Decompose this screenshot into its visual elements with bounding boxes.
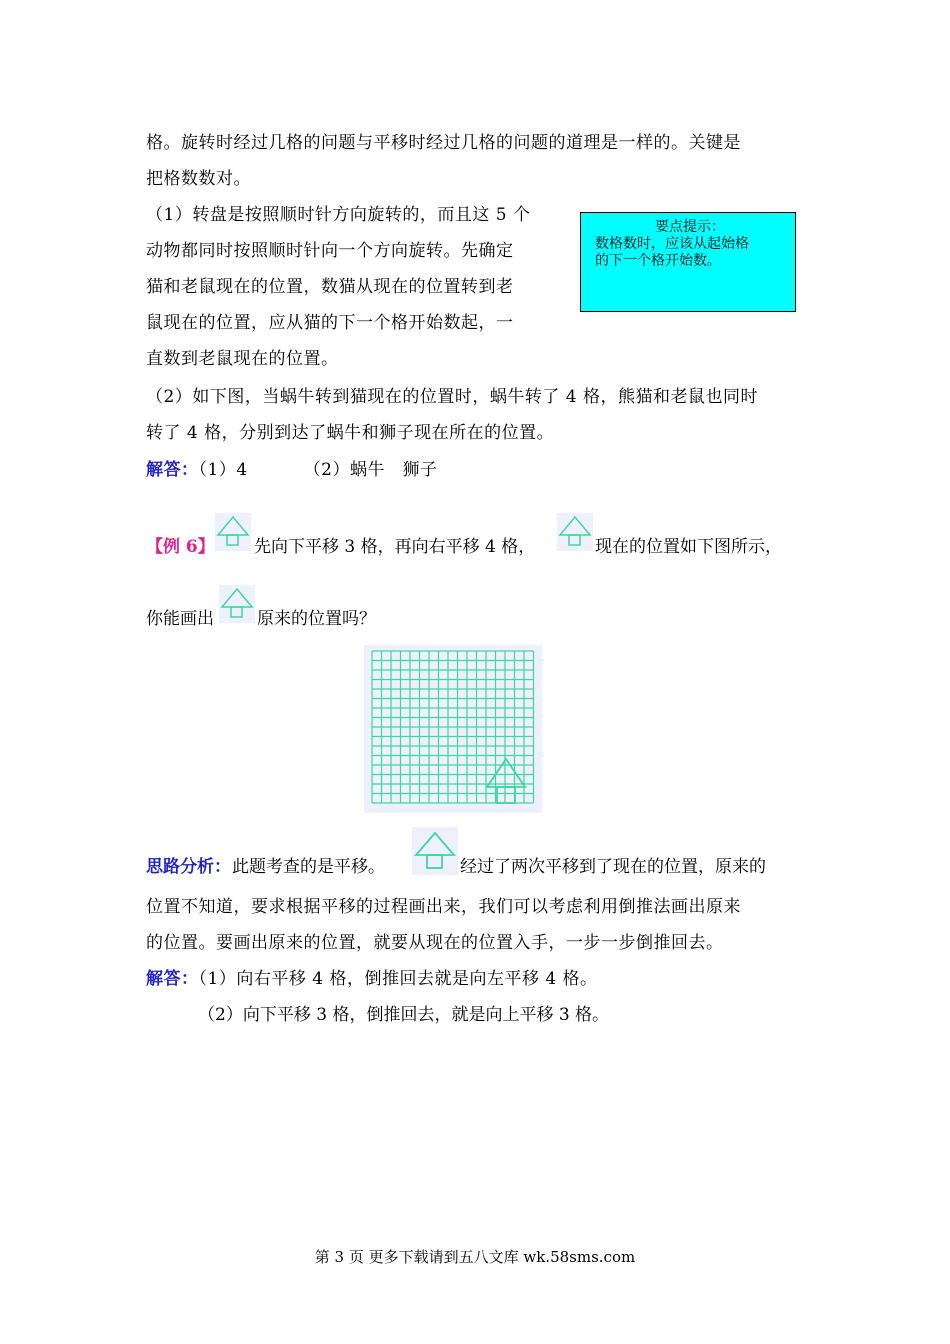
analysis-text: 经过了两次平移到了现在的位置，原来的 — [460, 857, 766, 877]
translation-grid-figure — [364, 645, 542, 813]
house-shape-icon — [412, 827, 458, 875]
example-6-text: 你能画出 — [146, 609, 214, 629]
answer-2 — [146, 964, 598, 989]
answer-1 — [146, 455, 437, 480]
page-footer: 第 3 页 更多下载请到五八文库 wk.58sms.com — [314, 1248, 636, 1266]
paragraph-line: 动物都同时按照顺时针向一个方向旋转。先确定 — [146, 241, 514, 261]
house-shape-icon — [215, 513, 251, 551]
paragraph-line: （1）转盘是按照顺时针方向旋转的，而且这 5 个 — [146, 205, 531, 225]
answer-line: （2）向下平移 3 格，倒推回去，就是向上平移 3 格。 — [198, 1005, 610, 1025]
analysis-line: 的位置。要画出原来的位置，就要从现在的位置入手，一步一步倒推回去。 — [146, 933, 724, 953]
grid-svg — [364, 645, 542, 813]
analysis-label: 思路分析： — [146, 857, 231, 877]
paragraph-line: 格。旋转时经过几格的问题与平移时经过几格的问题的道理是一样的。关键是 — [146, 133, 741, 153]
paragraph-line: 猫和老鼠现在的位置，数猫从现在的位置转到老 — [146, 277, 514, 297]
answer-part: （1）4 — [198, 460, 248, 480]
example-6-label: 【例 6】 — [146, 537, 215, 557]
key-point-tip-box — [580, 212, 796, 312]
paragraph-line: 直数到老鼠现在的位置。 — [146, 349, 339, 369]
answer-line: （1）向右平移 4 格，倒推回去就是向左平移 4 格。 — [198, 969, 598, 989]
analysis-text: 此题考查的是平移。 — [232, 857, 385, 877]
house-shape-icon — [219, 585, 255, 623]
example-6-text: 现在的位置如下图所示， — [595, 537, 782, 557]
example-6-text: 原来的位置吗？ — [257, 609, 376, 629]
answer-label: 解答： — [146, 460, 199, 480]
answer-part: （2）蜗牛 狮子 — [303, 460, 438, 480]
tip-line: 数格数时，应该从起始格 — [595, 236, 749, 252]
tip-title: 要点提示： — [655, 219, 725, 235]
paragraph-line: 转了 4 格，分别到达了蜗牛和狮子现在所在的位置。 — [146, 423, 555, 443]
paragraph-line: 把格数数对。 — [146, 169, 251, 189]
answer-label: 解答： — [146, 969, 199, 989]
analysis-line: 位置不知道，要求根据平移的过程画出来，我们可以考虑利用倒推法画出原来 — [146, 897, 741, 917]
paragraph-line: 鼠现在的位置，应从猫的下一个格开始数起，一 — [146, 313, 514, 333]
paragraph-line: （2）如下图，当蜗牛转到猫现在的位置时，蜗牛转了 4 格，熊猫和老鼠也同时 — [146, 387, 758, 407]
house-shape-icon — [557, 513, 593, 551]
example-6-text: 先向下平移 3 格，再向右平移 4 格， — [254, 537, 536, 557]
tip-line: 的下一个格开始数。 — [595, 253, 721, 269]
